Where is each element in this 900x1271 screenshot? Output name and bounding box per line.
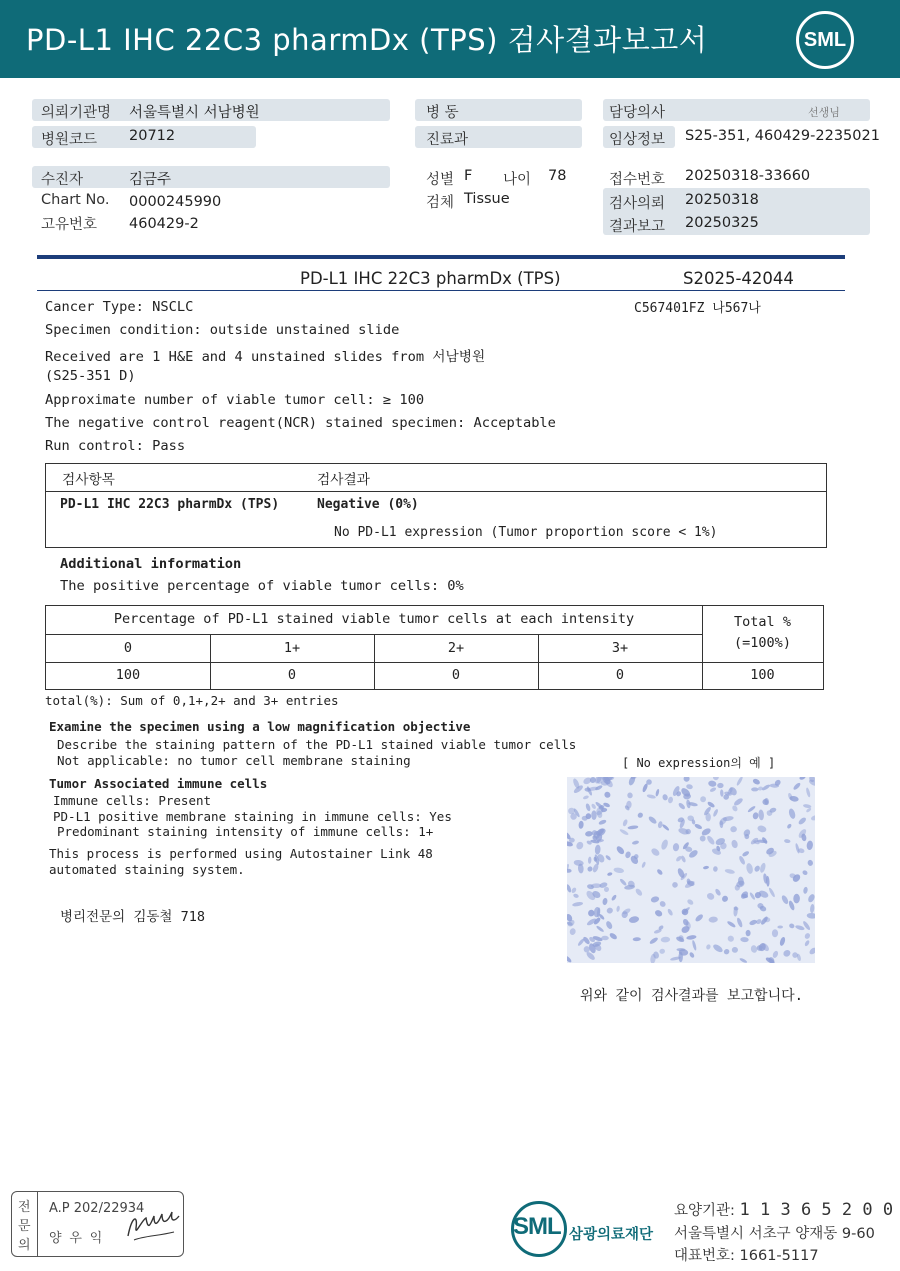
- institution-label: 의뢰기관명: [41, 105, 112, 121]
- patient-name: 김금주: [129, 172, 172, 188]
- report-line: (S25-351 D): [45, 368, 136, 384]
- immune-line: Immune cells: Present: [53, 793, 212, 808]
- exam-line: Describe the staining pattern of the PD-L1 stained viable tumor cells: [57, 737, 577, 752]
- additional-title: Additional information: [60, 556, 242, 572]
- table-cell: 0: [451, 667, 461, 683]
- phone-row: [674, 1244, 819, 1265]
- footer-address: 서울특별시 서초구 양재동 9-60: [674, 1226, 875, 1242]
- report-line: Specimen condition: outside unstained slide: [45, 322, 400, 338]
- report-rule-thick: [37, 255, 845, 259]
- specimen-value: Tissue: [464, 191, 510, 207]
- age-value: 78: [548, 168, 567, 184]
- table-divider: [46, 662, 823, 663]
- pathologist-stamp: [11, 1191, 184, 1257]
- report-test-name: PD-L1 IHC 22C3 pharmDx (TPS): [300, 269, 561, 288]
- clinical-label: 임상정보: [609, 132, 666, 148]
- chart-label: Chart No.: [41, 192, 110, 208]
- report-code: C567401FZ 나567나: [634, 301, 761, 316]
- closing-statement: 위와 같이 검사결과를 보고합니다.: [580, 988, 804, 1004]
- result-header-item: 검사항목: [62, 472, 115, 488]
- table-total-header: (=100%): [734, 635, 791, 651]
- table-caption: Percentage of PD-L1 stained viable tumor cells at each intensity: [113, 611, 635, 627]
- hospital-code-label: 병원코드: [41, 132, 98, 148]
- result-header-result: 검사결과: [317, 472, 370, 488]
- request-value: 20250318: [685, 192, 759, 208]
- table-column-header: 3+: [611, 640, 629, 656]
- table-total-header: Total %: [734, 614, 791, 630]
- report-rule-thin: [37, 290, 845, 291]
- additional-text: The positive percentage of viable tumor cells: 0%: [60, 578, 464, 594]
- dept-label: 진료과: [426, 132, 469, 148]
- page-title: PD-L1 IHC 22C3 pharmDx (TPS) 검사결과보고서: [26, 23, 708, 57]
- process-line: This process is performed using Autostainer Link 48: [49, 846, 433, 861]
- request-label: 검사의뢰: [609, 196, 666, 212]
- immune-title: Tumor Associated immune cells: [49, 776, 268, 791]
- report-line: Approximate number of viable tumor cell: ≥ 100: [45, 392, 425, 408]
- stamp-side: [12, 1192, 38, 1256]
- stamp-side-char: 의: [18, 1238, 31, 1253]
- institution-code-label: 요양기관:: [674, 1203, 735, 1219]
- receipt-label: 접수번호: [609, 172, 666, 188]
- cell-nucleus: [591, 810, 596, 820]
- image-caption: [ No expression의 예 ]: [622, 756, 776, 770]
- sml-logo: [796, 11, 854, 69]
- stamp-number: A.P 202/22934: [49, 1201, 145, 1216]
- result-value: Negative (0%): [317, 497, 419, 512]
- stamp-side-char: 전: [18, 1200, 31, 1215]
- table-cell: 0: [287, 667, 297, 683]
- table-total-cell: 100: [750, 667, 775, 683]
- sex-label: 성별: [426, 172, 455, 188]
- foundation-name: 삼광의료재단: [569, 1227, 654, 1243]
- id-value: 460429-2: [129, 216, 199, 232]
- receipt-value: 20250318-33660: [685, 168, 811, 184]
- process-line: automated staining system.: [49, 862, 245, 877]
- table-cell: 100: [115, 667, 141, 683]
- doctor-label: 담당의사: [609, 105, 666, 121]
- cell-nucleus: [700, 796, 706, 802]
- phone-number: 1661-5117: [739, 1248, 819, 1264]
- cell-nucleus: [717, 783, 723, 788]
- institution-code: 1 1 3 6 5 2 0 0: [739, 1200, 894, 1220]
- cell-nucleus: [751, 787, 758, 791]
- immune-line: PD-L1 positive membrane staining in immune cells: Yes: [53, 809, 452, 824]
- result-box-divider: [46, 491, 826, 492]
- intensity-table: [45, 605, 824, 690]
- report-line: The negative control reagent(NCR) stained specimen: Acceptable: [45, 415, 556, 431]
- sml-logo-text: SML: [803, 29, 847, 51]
- table-note: total(%): Sum of 0,1+,2+ and 3+ entries: [45, 693, 339, 708]
- exam-title: Examine the specimen using a low magnification objective: [49, 719, 471, 734]
- ward-label: 병 동: [426, 105, 459, 121]
- chart-value: 0000245990: [129, 194, 222, 210]
- immune-line: Predominant staining intensity of immune cells: 1+: [57, 824, 434, 839]
- sml-logo-text: SML: [513, 1213, 561, 1240]
- institution-code-row: [674, 1199, 893, 1220]
- patient-row-bg: [32, 166, 390, 188]
- result-item: PD-L1 IHC 22C3 pharmDx (TPS): [60, 497, 280, 512]
- micrograph-image: [567, 777, 815, 963]
- sex-value: F: [464, 168, 473, 184]
- report-line: Cancer Type: NSCLC: [45, 299, 194, 315]
- signature-icon: [124, 1206, 182, 1246]
- report-value: 20250325: [685, 215, 759, 231]
- doctor-suffix: 선생님: [808, 106, 840, 119]
- hospital-code-value: 20712: [129, 128, 176, 144]
- result-note: No PD-L1 expression (Tumor proportion score < 1%): [334, 525, 718, 540]
- patient-label: 수진자: [41, 172, 84, 188]
- report-number: S2025-42044: [683, 269, 794, 288]
- report-line: Run control: Pass: [45, 438, 186, 454]
- institution-value: 서울특별시 서남병원: [129, 105, 260, 121]
- specimen-label: 검체: [426, 195, 455, 211]
- exam-line: Not applicable: no tumor cell membrane staining: [57, 753, 411, 768]
- stamp-side-char: 문: [18, 1219, 31, 1234]
- id-label: 고유번호: [41, 217, 98, 233]
- pathologist: 병리전문의 김동철 718: [60, 909, 205, 925]
- table-column-header: 2+: [447, 640, 465, 656]
- report-header: [0, 0, 900, 78]
- phone-label: 대표번호:: [674, 1248, 735, 1264]
- clinical-value: S25-351, 460429-2235021: [685, 128, 880, 144]
- result-box: [45, 463, 827, 548]
- table-column-header: 1+: [283, 640, 301, 656]
- age-label: 나이: [503, 172, 532, 188]
- stamp-name: 양 우 익: [49, 1231, 103, 1246]
- report-label: 결과보고: [609, 219, 666, 235]
- table-column-header: 0: [123, 640, 133, 656]
- report-line: Received are 1 H&E and 4 unstained slides from 서남병원: [45, 349, 486, 365]
- table-cell: 0: [615, 667, 625, 683]
